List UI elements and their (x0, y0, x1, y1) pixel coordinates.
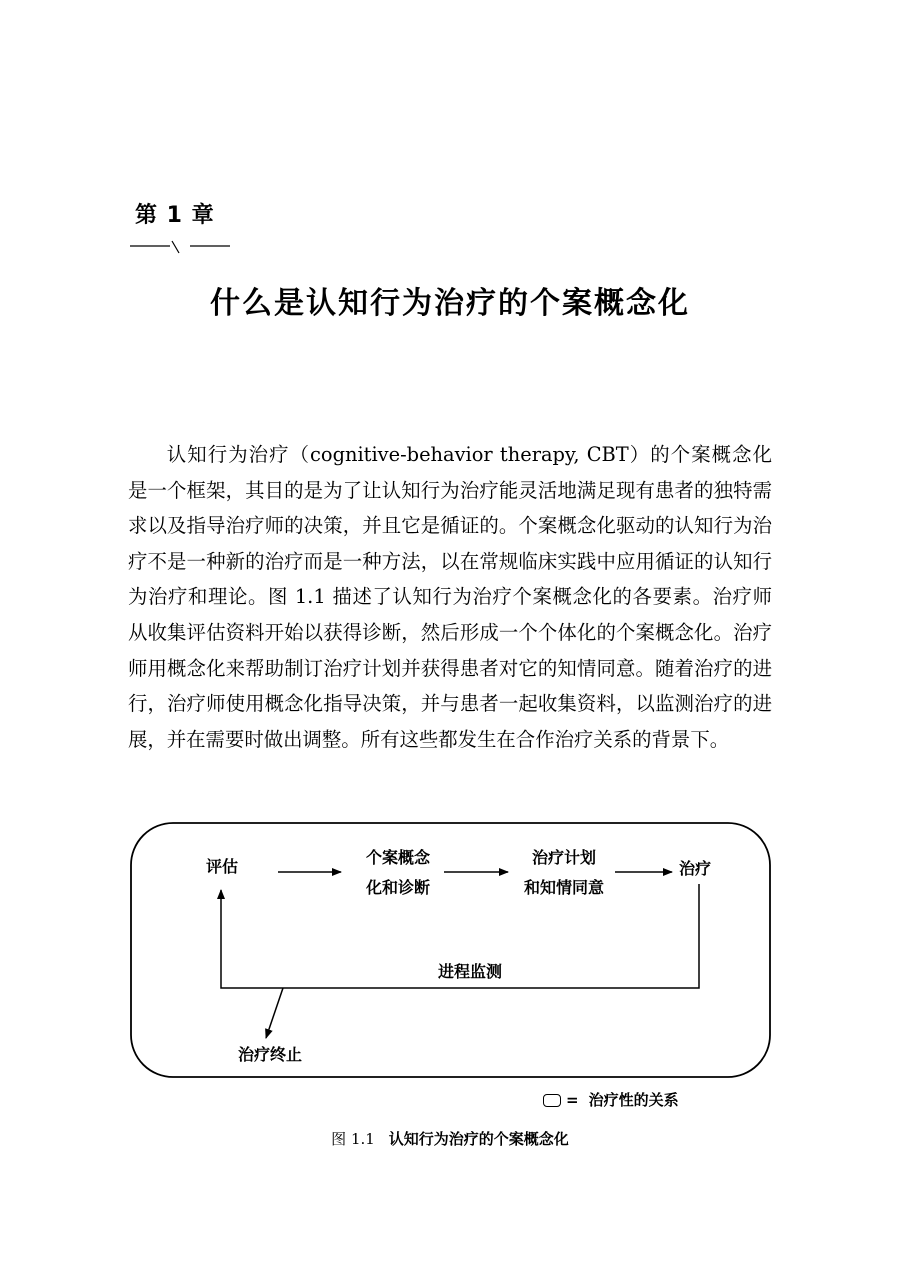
arrow-to-termination (266, 988, 283, 1038)
chapter-title: 什么是认知行为治疗的个案概念化 (210, 286, 690, 321)
node-treatment-plan (510, 843, 618, 903)
caption-number: 图 1.1 (331, 1130, 375, 1148)
node-treatment-plan-line2: 和知情同意 (523, 878, 604, 897)
legend-equals: = (566, 1091, 579, 1109)
node-treatment: 治疗 (679, 859, 712, 878)
caption-text: 认知行为治疗的个案概念化 (388, 1130, 569, 1148)
legend-text: 治疗性的关系 (588, 1091, 679, 1109)
figure-caption (0, 1128, 900, 1149)
body-paragraph: 认知行为治疗（cognitive-behavior therapy, CBT）的个案概念化是一个框架，其目的是为了让认知行为治疗能灵活地满足现有患者的独特需求以及指导治疗师的决策，并且它是循证的。个案概念化驱动的认知行为治疗不是一种新的治疗而是一种方法，以在常规临床实践中应用循证的认知行为治疗和理论。图 1.1 描述了认知行为治疗个案概念化的各要素。治疗师从收集评估资料开始以获得诊断，然后形成一个个体化的个案概念化。治疗师用概念化来帮助制订治疗计划并获得患者对它的知情同意。随着治疗的进行，治疗师使用概念化指导决策，并与患者一起收集资料，以监测治疗的进展，并在需要时做出调整。所有这些都发生在合作治疗关系的背景下。 (128, 443, 772, 751)
node-treatment-plan-line1: 治疗计划 (531, 848, 596, 867)
node-conceptualization-line1: 个案概念 (365, 848, 430, 867)
node-conceptualization-line2: 化和诊断 (365, 878, 430, 897)
chapter-ornament (130, 236, 240, 260)
rounded-box-icon (543, 1094, 561, 1107)
node-conceptualization (352, 843, 444, 903)
node-assessment: 评估 (206, 857, 239, 876)
figure-legend (543, 1090, 679, 1110)
node-termination: 治疗终止 (238, 1045, 303, 1064)
node-progress-monitoring: 进程监测 (438, 962, 503, 981)
chapter-label: 第 1 章 (135, 203, 215, 228)
